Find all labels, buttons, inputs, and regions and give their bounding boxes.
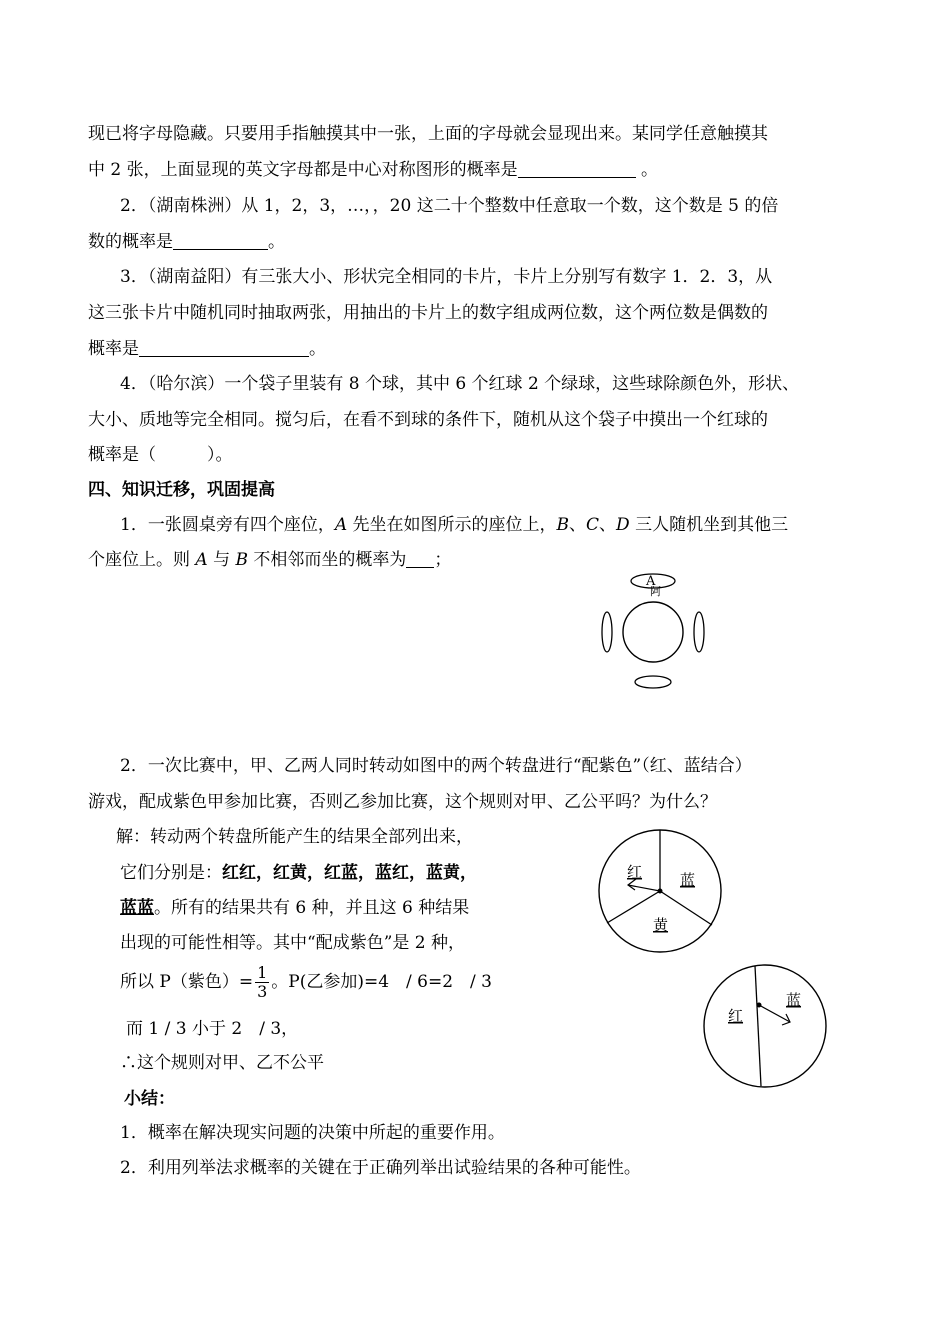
answer-blank: [139, 338, 309, 357]
question-4-line-1: 4．（哈尔滨）一个袋子里装有 8 个球，其中 6 个红球 2 个绿球，这些球除颜色外，形状、: [120, 374, 800, 394]
spinner-2-circle: [704, 965, 826, 1087]
transfer-q2-line-1: 2．一次比赛中，甲、乙两人同时转动如图中的两个转盘进行“配紫色”（红、蓝结合）: [120, 756, 752, 776]
solution-line-5: 所以 P（紫色）= $\frac{1}{3}$ 。P(乙参加)=4 / 6=2 / 3: [120, 963, 492, 1001]
summary-item-2: 2．利用列举法求概率的关键在于正确列举出试验结果的各种可能性。: [120, 1158, 641, 1178]
answer-blank: [518, 159, 636, 178]
solution-line-2: 它们分别是：红红，红黄，红蓝，蓝红，蓝黄，: [120, 863, 477, 883]
question-4-line-3: 概率是（ ）。: [88, 445, 233, 465]
round-table-figure: [596, 570, 716, 695]
transfer-q1-line-1: 1．一张圆桌旁有四个座位，A 先坐在如图所示的座位上，B、C、D 三人随机坐到其他三: [120, 515, 789, 535]
spinner-1-yellow-label: 黄: [653, 916, 669, 934]
spinner-1: [598, 828, 728, 958]
spinner-1-red-label: 红: [627, 863, 643, 881]
question-3-line-2: 这三张卡片中随机同时抽取两张，用抽出的卡片上的数字组成两位数，这个两位数是偶数的: [88, 303, 768, 323]
answer-blank: [406, 549, 434, 568]
spinner-1-blue-label: 蓝: [680, 871, 696, 889]
text-line-2: 中 2 张，上面显现的英文字母都是中心对称图形的概率是 。: [88, 160, 659, 180]
spinner-2-divider: [755, 966, 761, 1086]
spinner-2-blue-label: 蓝: [786, 991, 802, 1009]
question-4-line-2: 大小、质地等完全相同。搅匀后，在看不到球的条件下，随机从这个袋子中摸出一个红球的: [88, 410, 768, 430]
transfer-q2-line-2: 游戏，配成紫色甲参加比赛，否则乙参加比赛，这个规则对甲、乙公平吗？为什么？: [88, 792, 717, 812]
transfer-q1-line-2: 个座位上。则 A 与 B 不相邻而坐的概率为 ；: [88, 550, 452, 570]
seat-bottom: [635, 676, 671, 688]
summary-heading: 小结：: [124, 1089, 175, 1109]
solution-line-3: 蓝蓝。所有的结果共有 6 种，并且这 6 种结果: [120, 898, 470, 918]
spinner-2-red-label: 红: [728, 1007, 744, 1025]
round-table: [623, 602, 683, 662]
summary-item-1: 1．概率在解决现实问题的决策中所起的重要作用。: [120, 1123, 505, 1143]
question-3-line-1: 3．（湖南益阳）有三张大小、形状完全相同的卡片，卡片上分别写有数字 1．2．3，从: [120, 267, 773, 287]
seat-a-mark: 阿: [650, 585, 661, 598]
solution-line-4: 出现的可能性相等。其中“配成紫色”是 2 种，: [120, 933, 466, 953]
question-2-line-2: 数的概率是 。: [88, 232, 285, 252]
section-heading: 四、知识迁移，巩固提高: [88, 480, 275, 500]
solution-line-7: ∴这个规则对甲、乙不公平: [120, 1053, 324, 1073]
question-3-line-3: 概率是 。: [88, 339, 326, 359]
text-line-1: 现已将字母隐藏。只要用手指触摸其中一张，上面的字母就会显现出来。某同学任意触摸其: [88, 124, 768, 144]
solution-line-1: 解：转动两个转盘所能产生的结果全部列出来，: [116, 827, 473, 847]
question-2-line-1: 2．（湖南株洲）从 1，2，3，…，，20 这二十个整数中任意取一个数，这个数是 5 的倍: [120, 196, 779, 216]
seat-right: [694, 612, 704, 652]
solution-line-6: 而 1 / 3 小于 2 / 3，: [126, 1019, 299, 1039]
fraction-one-third: $\frac{1}{3}$: [257, 963, 268, 1001]
seat-a-label: A: [646, 574, 656, 589]
seat-left: [602, 612, 612, 652]
spinner-2: [702, 962, 830, 1092]
answer-blank: [173, 231, 268, 250]
